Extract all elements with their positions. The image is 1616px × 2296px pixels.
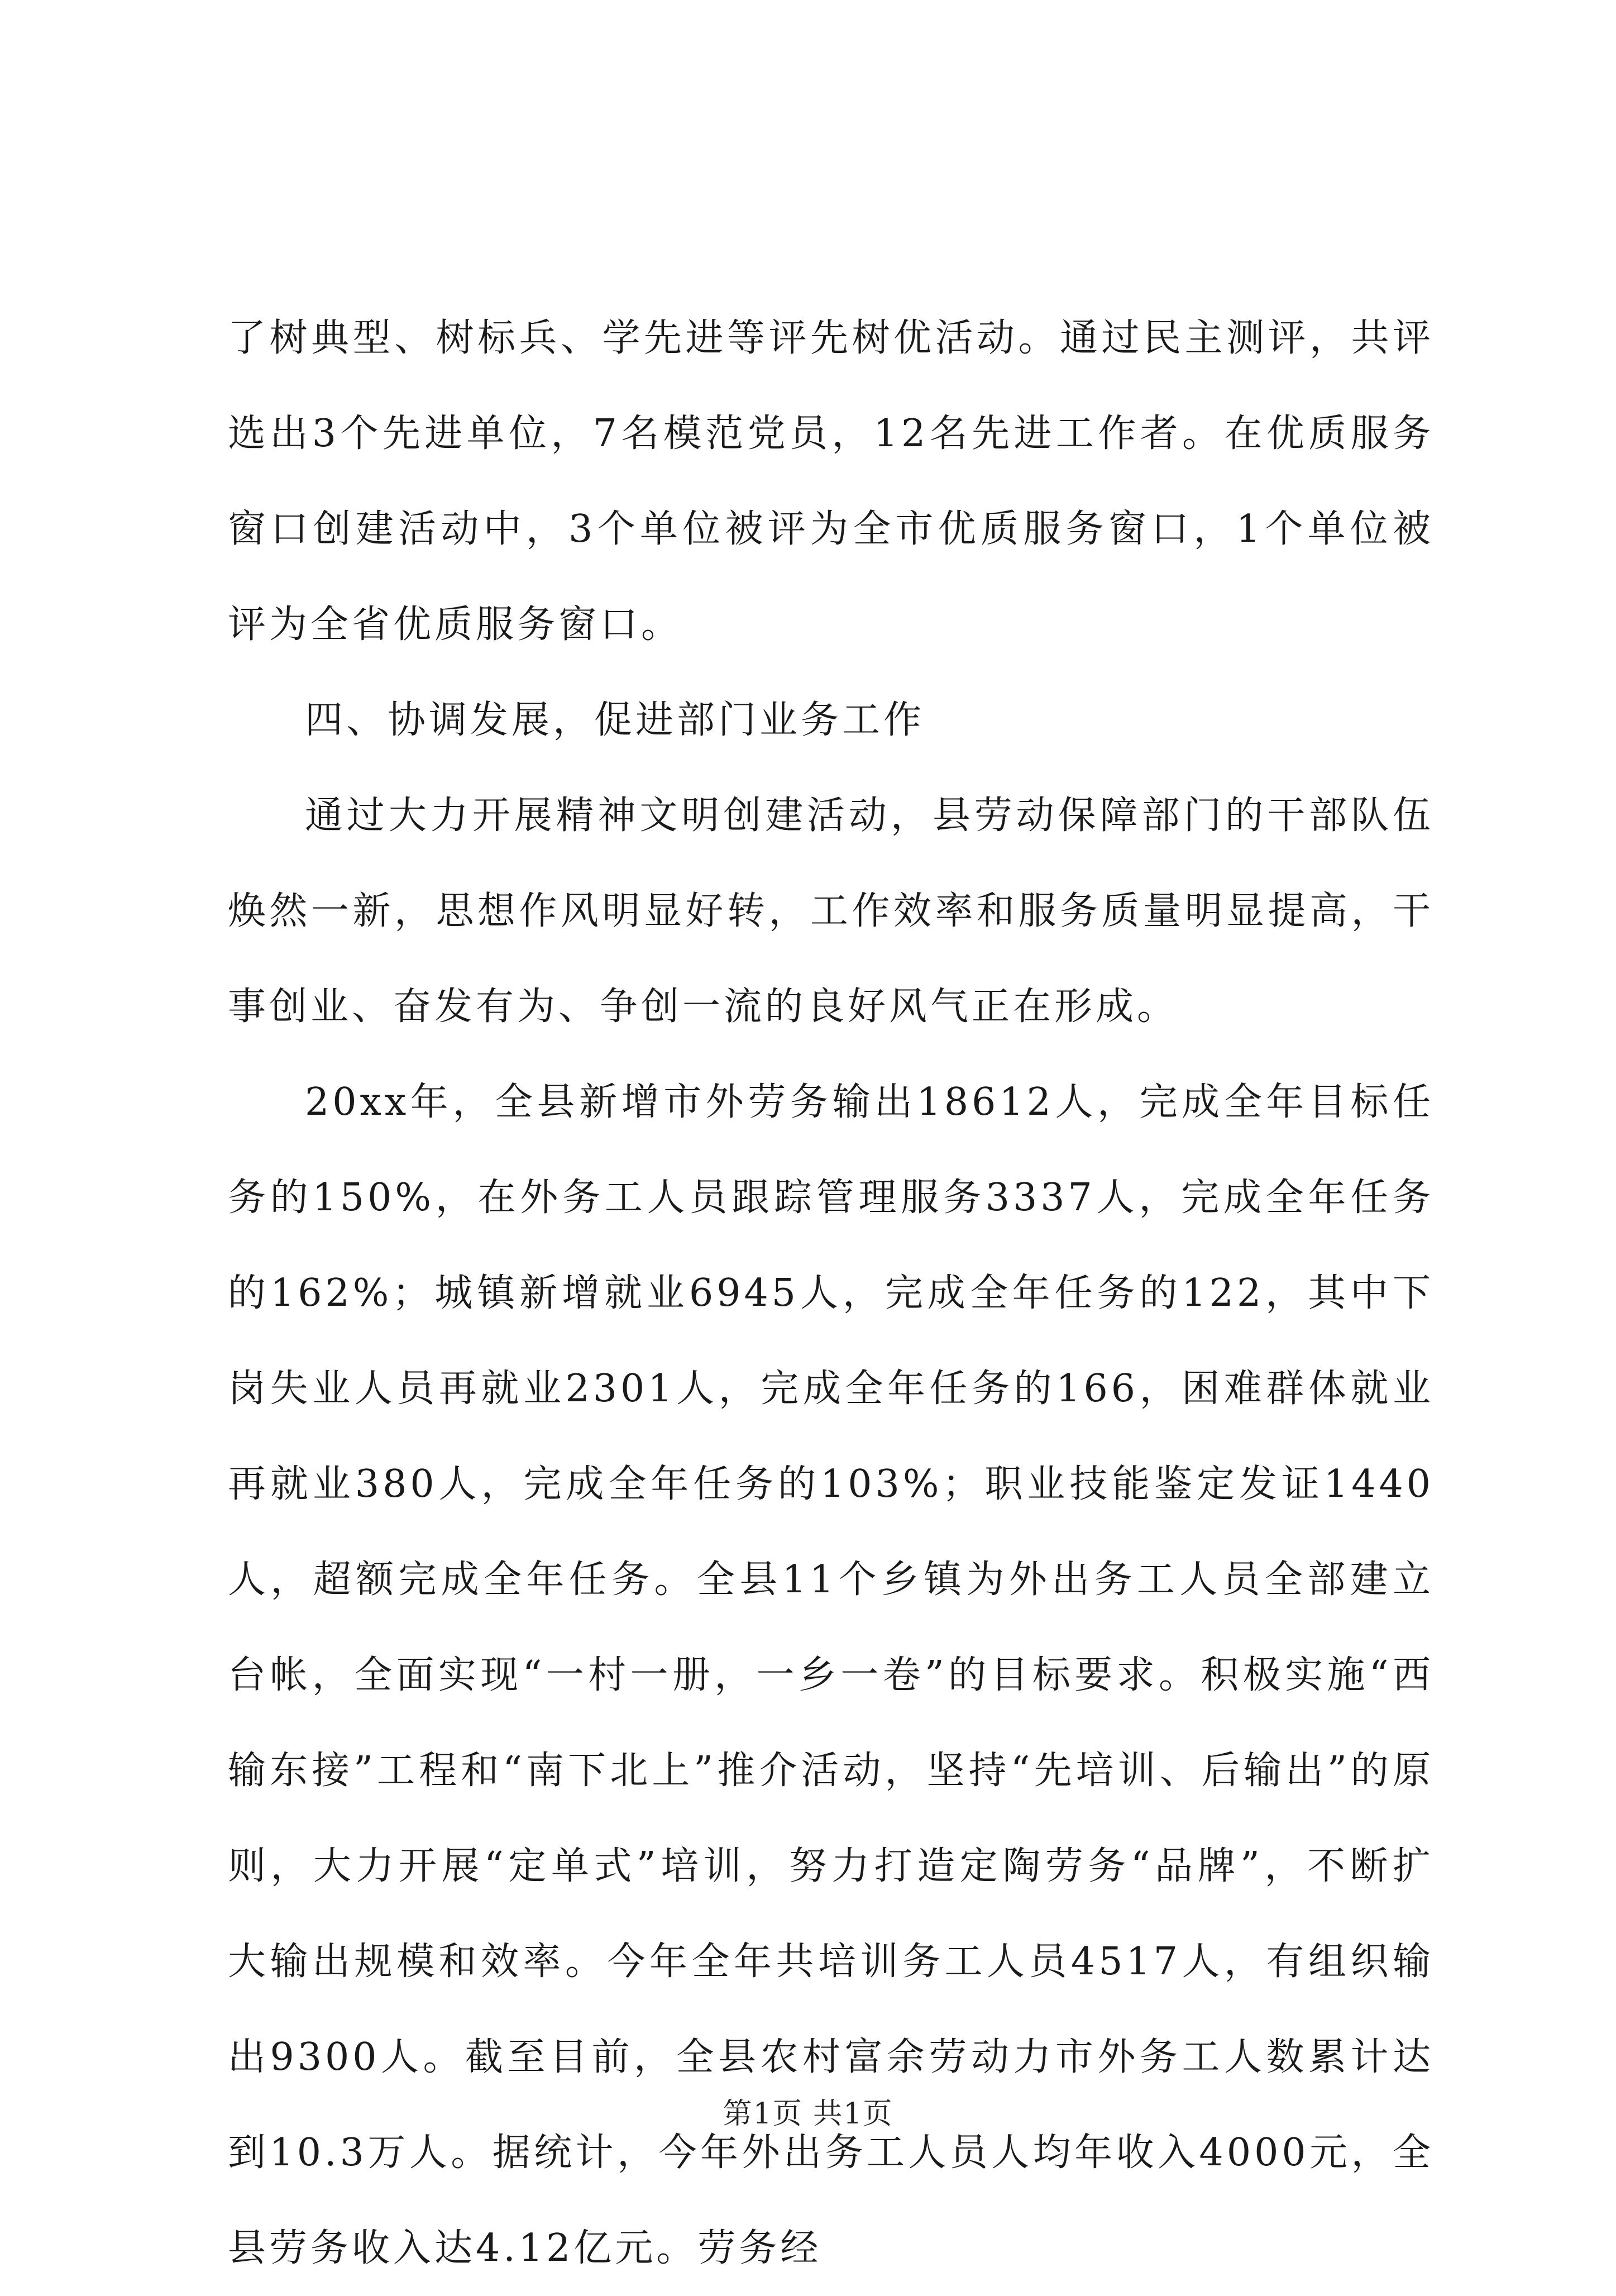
section-heading: 四、协调发展，促进部门业务工作 xyxy=(305,698,925,742)
paragraph-1: 了树典型、树标兵、学先进等评先树优活动。通过民主测评，共评选出3个先进单位，7名模范党员，12名先进工作者。在优质服务窗口创建活动中，3个单位被评为全市优质服务窗口，1个单位被评为全省优质服务窗口。 xyxy=(228,316,1434,647)
paragraph-3: 20xx年，全县新增市外劳务输出18612人，完成全年目标任务的150%，在外务工人员跟踪管理服务3337人，完成全年任务的162%；城镇新增就业6945人，完成全年任务的122，其中下岗失业人员再就业2301人，完成全年任务的166，困难群体就业再就业380人，完成全年任务的103%；职业技能鉴定发证1440人，超额完成全年任务。全县11个乡镇为外出务工人员全部建立台帐，全面实现“一村一册，一乡一卷”的目标要求。积极实施“西输东接”工程和“南下北上”推介活动，坚持“先培训、后输出”的原则，大力开展“定单式”培训，努力打造定陶劳务“品牌”，不断扩大输出规模和效率。今年全年共培训务工人员4517人，有组织输出9300人。截至目前，全县农村富余劳动力市外务工人数累计达到10.3万人。据统计，今年外出务工人员人均年收入4000元，全县劳务收入达4.12亿元。劳务经 xyxy=(228,1080,1434,2270)
page-footer: 第1页 共1页 xyxy=(723,2097,893,2131)
paragraph-2: 通过大力开展精神文明创建活动，县劳动保障部门的干部队伍焕然一新，思想作风明显好转，工作效率和服务质量明显提高，干事创业、奋发有为、争创一流的良好风气正在形成。 xyxy=(228,794,1434,1029)
document-body xyxy=(228,290,1434,2296)
